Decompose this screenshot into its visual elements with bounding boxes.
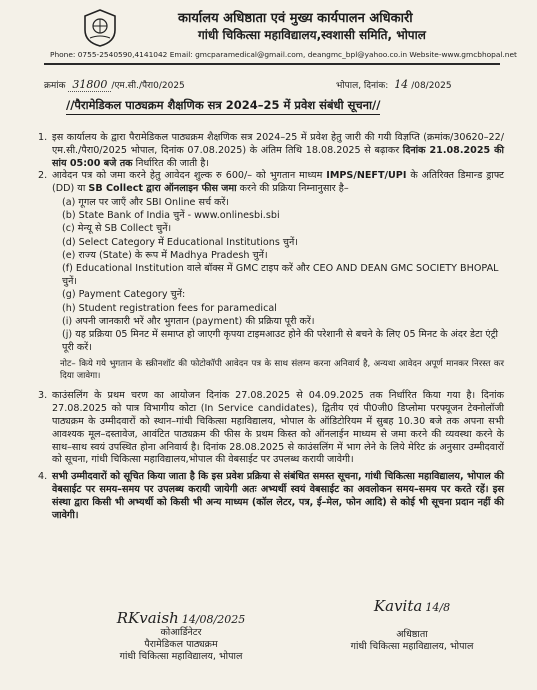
step-item: (d) Select Category में Educational Institutions चुनें। [62, 236, 298, 248]
notice-body [38, 132, 504, 522]
date-rest: /08/2025 [411, 81, 452, 91]
item-text: करने की प्रक्रिया निम्नानुसार है– [236, 183, 349, 195]
step-item: (j) यह प्रक्रिया 05 मिनट में समाप्त हो जाएगी कृपया टाइमआउट होने की परेशानी से बचने के लिए 05 मिनट के अंदर डेटा एंट्री पूरी करें। [62, 329, 499, 354]
dean-title: अधिष्ठाता [396, 629, 428, 640]
item-text: सभी उम्मीदवारों को सूचित किया जाता है कि इस प्रवेश प्रक्रिया से संबंधित समस्त सूचना, गांधी चिकित्सा महाविद्यालय, भोपाल की वेबसाईट पर समय–समय पर उपलब्ध करायी जायेगी अतः अभ्यर्थी स्वयं वेबसाईट का अवलोकन समय–समय पर करते रहें। इस संस्था द्वारा किसी भी अभ्यर्थी को किसी भी अन्य माध्यम (कॉल लेटर, पत्र, ई–मेल, फोन आदि) से कोई भी सूचना प्रदान नहीं की जावेगी। [52, 471, 504, 521]
item-number: 4. [38, 471, 48, 483]
letterhead [0, 0, 537, 68]
step-item: (c) मेन्यू से SB Collect चुनें। [62, 223, 172, 235]
item-4 [38, 471, 504, 522]
step-item: (e) राज्य (State) के रूप में Madhya Pradesh चुनें। [62, 249, 268, 261]
item-2 [38, 170, 504, 196]
contact-line: Phone: 0755-2540590,4141042 Email: gmcparamedical@gmail.com, deangmc_bpl@yahoo.co.in Website-www.gmcbhopal.net [50, 50, 517, 59]
step-item: (f) Educational Institution वाले बॉक्स में GMC टाइप करें और CEO AND DEAN GMC SOCIETY BHOPAL चुनें। [62, 263, 499, 288]
ref-prefix: क्रमांक [44, 81, 66, 91]
item-number: 3. [38, 390, 48, 402]
ref-suffix: /एम.सी./पैरा0/2025 [111, 81, 185, 91]
dean-signature: Kavita [373, 597, 423, 615]
coordinator-signature: RKvaish [116, 609, 179, 627]
step-item: (g) Payment Category चुनें: [62, 289, 186, 301]
item-text-bold: IMPS/NEFT/UPI [326, 170, 407, 182]
coordinator-org: गांधी चिकित्सा महाविद्यालय, भोपाल [119, 651, 243, 662]
issue-date [336, 78, 452, 91]
dean-signature-block [312, 597, 512, 653]
letterhead-divider [44, 63, 500, 65]
item-text-bold: दिनांक 21.08.2025 की सांय 05:00 बजे तक [52, 144, 504, 169]
coordinator-dept: पैरामेडिकल पाठ्यक्रम [144, 639, 218, 650]
item-text-bold: SB Collect द्वारा ऑनलाइन फीस जमा [88, 183, 237, 195]
payment-steps [52, 196, 504, 354]
item-number: 1. [38, 132, 48, 143]
step-item: (h) Student registration fees for paramedical [62, 302, 277, 314]
office-title: कार्यालय अधिष्ठाता एवं मुख्य कार्यपालन अधिकारी [178, 11, 413, 26]
date-day-handwritten: 14 [394, 78, 409, 91]
dean-sign-date: 14/8 [425, 601, 451, 614]
step-item: (i) अपनी जानकारी भरें और भुगतान (payment) की प्रक्रिया पूरी करें। [62, 315, 315, 327]
payment-note: नोट– किये गये भुगतान के स्क्रीनशॉट की फोटोकॉपी आवेदन पत्र के साथ संलग्न करना अनिवार्य है, अन्यथा आवेदन अपूर्ण मानकर निरस्त कर दिया जावेगा। [60, 359, 504, 382]
coordinator-signature-block [96, 609, 266, 663]
date-label: भोपाल, दिनांक: [336, 81, 389, 91]
item-text: काउंसलिंग के प्रथम चरण का आयोजन दिनांक 27.08.2025 से 04.09.2025 तक निर्धारित किया गया है। दिनांक 27.08.2025 को पात्र विभागीय कोटा (In Service candidates), द्वितीय एवं पी0जी0 डिप्लोमा परफ्यूजन टेक्नोलॉजी पाठ्यक्रम के उम्मीदवारों को स्थान–गांधी चिकित्सा महाविद्यालय, भोपाल के ऑडिटोरियम में सुबह 10.30 बजे तक अपना सभी आवश्यक मूल–दस्तावेज, आवंटित पाठ्यक्रम की फीस के प्रथम किस्त को ऑनलाईन माध्यम से जमा करने की व्यवस्था करने के साथ–साथ स्वयं उपस्थित होना अनिवार्य है। दिनांक 28.08.2025 से काउंसलिंग में भाग लेने के लिये मेरिट क्रं अनुसार उम्मीदवारों को सूचना, गांधी चिकित्सा महाविद्यालय,भोपाल की वेबसाईट पर उपलब्ध करायी जावेगी। [52, 390, 504, 466]
step-item: (a) गूगल पर जाएँ और SBI Online सर्च करें। [62, 196, 230, 208]
coordinator-title: कोआर्डिनेटर [160, 627, 202, 638]
office-subtitle: गांधी चिकित्सा महाविद्यालय,स्वशासी समिति, भोपाल [198, 28, 426, 42]
item-text: निर्धारित की जाती है। [132, 157, 209, 169]
coordinator-sign-date: 14/08/2025 [181, 613, 246, 626]
reference-number [44, 78, 185, 91]
item-3 [38, 390, 504, 467]
dean-org: गांधी चिकित्सा महाविद्यालय, भोपाल [350, 641, 474, 652]
ref-number-handwritten: 31800 [68, 78, 111, 92]
step-item: (b) State Bank of India चुनें - www.onlinesbi.sbi [62, 210, 280, 222]
item-text: आवेदन पत्र को जमा करने हेतु आवेदन शुल्क रु 600/– को भुगतान माध्यम [52, 170, 327, 182]
item-1 [38, 132, 504, 170]
notice-heading: //पैरामेडिकल पाठ्यक्रम शैक्षणिक सत्र 2024–25 में प्रवेश संबंधी सूचना// [66, 98, 380, 115]
item-text: के अतिरिक्त डिमान्ड ड्राफ्ट (DD) या [52, 170, 504, 195]
item-text: इस कार्यालय के द्वारा पैरामेडिकल पाठ्यक्रम शैक्षणिक सत्र 2024–25 में प्रवेश हेतु जारी की गयी विज्ञप्ति (क्रमांक/30620–22/एम.सी./पैरा0/2025 भोपाल, दिनांक 07.08.2025) के अंतिम तिथि 18.08.2025 से बढ़ाकर [52, 132, 504, 156]
item-number: 2. [38, 170, 48, 182]
college-emblem-icon [82, 8, 118, 48]
